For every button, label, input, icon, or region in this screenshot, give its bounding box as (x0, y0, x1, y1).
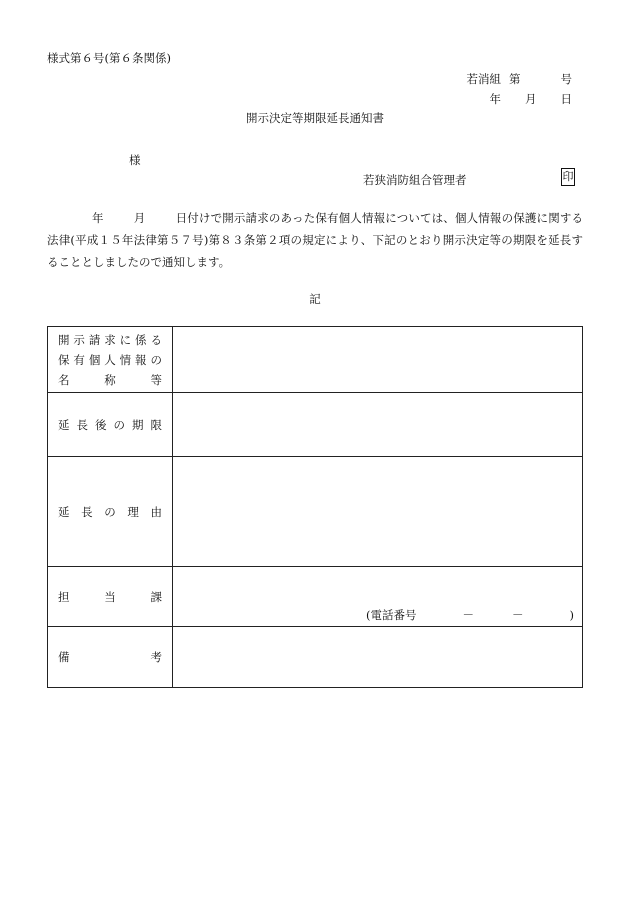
document-title: 開示決定等期限延長通知書 (246, 111, 384, 125)
addressee-suffix: 様 (129, 153, 141, 167)
remarks-field[interactable] (173, 627, 583, 688)
label-line: 名 称 等 (58, 372, 162, 387)
label-extended-deadline: 延 長 後 の 期 限 (48, 393, 173, 457)
seal-box: 印 (561, 168, 575, 186)
sender-name: 若狭消防組合管理者 (363, 173, 467, 187)
date-year-label: 年 (489, 92, 501, 106)
phone-number-line (366, 607, 574, 623)
table-row (48, 393, 583, 457)
phone-dash: － (512, 608, 524, 622)
date-day-label: 日 (560, 92, 572, 106)
reference-dai: 第 (509, 72, 521, 86)
label-line: 保 有 個 人 情 報 の (58, 352, 162, 367)
table-row (48, 567, 583, 627)
label-document-name (48, 327, 173, 393)
phone-close: ) (569, 608, 574, 622)
table-row (48, 627, 583, 688)
reference-go: 号 (560, 72, 572, 86)
phone-label: (電話番号 (366, 608, 417, 622)
label-remarks: 備 考 (48, 627, 173, 688)
extension-reason-field[interactable] (173, 457, 583, 567)
ki-heading: 記 (309, 292, 321, 306)
table-row (48, 327, 583, 393)
label-extension-reason: 延 長 の 理 由 (48, 457, 173, 567)
department-field[interactable] (173, 567, 583, 627)
extended-deadline-field[interactable] (173, 393, 583, 457)
label-department: 担 当 課 (48, 567, 173, 627)
body-year-label: 年 (92, 211, 104, 225)
date-line (466, 91, 573, 107)
reference-number (467, 71, 573, 87)
body-month-label: 月 (133, 211, 146, 225)
date-month-label: 月 (525, 92, 537, 106)
body-text: 日付けで開示請求のあった保有個人情報については、個人情報の保護に関する法律(平成１５年法律第５７号)第８３条第２項の規定により、下記のとおり開示決定等の期限を延長することとしましたので通知します。 (47, 211, 584, 269)
label-line: 開 示 請 求 に 係 る (58, 332, 162, 347)
phone-dash: － (462, 608, 474, 622)
notice-table (47, 326, 583, 688)
notice-body (47, 207, 583, 273)
reference-prefix: 若消組 (466, 72, 501, 86)
form-number: 様式第６号(第６条関係) (47, 51, 171, 65)
table-row (48, 457, 583, 567)
document-name-field[interactable] (173, 327, 583, 393)
